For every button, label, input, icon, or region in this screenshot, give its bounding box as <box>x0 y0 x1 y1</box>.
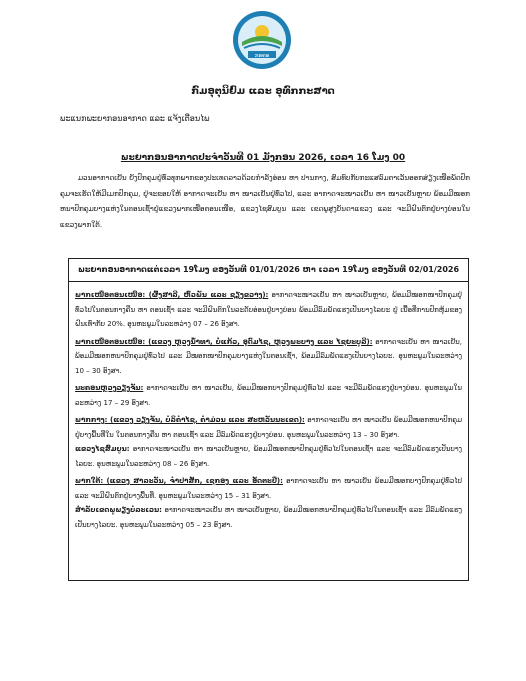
region-north-west <box>75 335 462 379</box>
department-title: ກົມອຸຕຸນິຍົມ ແລະ ອຸທົກກະສາດ <box>191 86 335 97</box>
subregion-text: ອາກາດຈະໜາວເຢັນ ຫາ ໜາວເຢັນຫຼາຍ, ພ້ອມມີໝອກຫນາປົກຄຸມຢູ່ທົ່ວໄປໃນຕອນເຊົ້າ ແລະ ມີລົມພັດແຮງເປັນບາງໄລຍະ. ອຸນຫະພູມໃນລະຫວ່າງ 05 – 23 ອົງສາ. <box>75 506 462 529</box>
region-central <box>75 413 462 471</box>
region-name: ພາກເໜືອຕອນເໜືອ: (ແຂວງ ຫຼວງນ້ຳທາ, ບໍ່ແກ້ວ, ອຸດົມໄຊ, ຫຼວງພະບາງ ແລະ ໄຊຍະບູລີ): <box>75 337 373 346</box>
region-text: ອາກາດຈະເຢັນ ຫາ ໜາວເຢັນ, ພ້ອມມີໝອກບາງປົກຄຸມຢູ່ທົ່ວໄປ ແລະ ຈະມີລົມພັດແຮງຢູ່ບາງບ່ອນ. ອຸນຫະພູມໃນລະຫວ່າງ 17 – 29 ອົງສາ. <box>75 384 462 407</box>
forecast-box <box>68 258 469 581</box>
forecast-body <box>69 282 468 532</box>
region-north-east <box>75 288 462 332</box>
subregion-text: ອາກາດຈະໜາວເຢັນ ຫາ ໜາວເຢັນຫຼາຍ, ພ້ອມມີໝອກໜາປົກຄຸມຢູ່ທົ່ວໄປໃນຕອນເຊົ້າ ແລະ ຈະມີລົມພັດແຮງເປັນບາງໄລຍະ. ອຸນຫະພູມໃນລະຫວ່າງ 08 – 26 ອົງສາ. <box>75 445 462 468</box>
subregion-name: ແຂວງໄຊສົມບູນ: <box>75 445 130 453</box>
bulletin-intro: ມວນອາກາດເຢັນ ຍັງປົກຄຸມຢູ່ທົ່ວທຸກພາກຂອງປະເທດລາວດ້ວຍກຳລັງອ່ອນ ຫາ ປານກາງ, ສົມທົບກັບກະແສລົມຕາເວັນອອກສ່ຽງເໜືອພັດປົກຄຸມຈະເຮັດໃຫ້ມີເມກປົກຄຸມ, ຢູ່ຈະຂອບໃຫ້ ອາກາດຈະເຢັນ ຫາ ໜາວເຢັນຢູ່ທົ່ວໄປ, ແລະ ອາກາດຈະໜາວເຢັນ ຫາ ໜາວເຢັນຫຼາຍ ພ້ອມມີໝອກຫນາປົກຄຸມບາງແຫ່ງໃນຕອນເຊົ້າຢູ່ແຂວງພາກເໜືອຕອນເໜືອ, ແຂວງໄຊສົມບູນ ແລະ ເຂດພູສູງບັນດາແຂວງ ແລະ ຈະມີຝົນຕົກຢູ່ບາງບ່ອນໃນແຂວງພາກໃຕ້. <box>60 173 470 229</box>
logo-text: ກອຄອ <box>254 53 270 59</box>
region-name: ນະຄອນຫຼວງວຽງຈັນ: <box>75 384 144 392</box>
region-name: ພາກເໜືອຕອນເໜືອ: (ຜົ້ງສາລີ, ຫົວພັນ ແລະ ຊຽງຂວາງ): <box>75 291 269 299</box>
department-logo <box>232 10 292 70</box>
region-text: ອາກາດຈະເຢັນ ຫາ ໜາວເຢັນ, ພ້ອມມີໝອກຫນາປົກຄຸມຢູ່ທົ່ວໄປ ແລະ ມີໝອກໜາປົກຄຸມບາງແຫ່ງໃນຕອນເຊົ້າ, ພ້ອມມີລົມພັດແຮງເປັນບາງໄລຍະ. ອຸນຫະພູມໃນລະຫວ່າງ 10 – 30 ອົງສາ. <box>75 337 462 375</box>
forecast-period: ພະຍາກອນອາກາດແຕ່ເວລາ 19ໂມງ ຂອງວັນທີ 01/01/2026 ຫາ ເວລາ 19ໂມງ ຂອງວັນທີ 02/01/2026 <box>69 259 468 282</box>
region-name: ພາກກາງ: (ແຂວງ ວຽງຈັນ, ບໍລິຄຳໄຊ, ຄຳມ່ວນ ແລະ ສະຫວັນນະເຂດ): <box>75 416 305 424</box>
subregion-name: ສຳລັບເຂດພູພຽງບໍລະເວນ: <box>75 506 162 514</box>
region-text: ອາກາດຈະເຢັນ ຫາ ໜາວເຢັນ ພ້ອມມີໝອກຫນາປົກຄຸມຢູ່ບາງພື້ນທີ່ໃນ ໃນຕອນກາງຄືນ ຫາ ຕອນເຊົ້າ ແລະ ມີລົມພັດແຮງຢູ່ບາງບ່ອນ. ອຸນຫະພູມໃນລະຫວ່າງ 13 – 30 ອົງສາ. <box>75 416 462 439</box>
region-text: ອາກາດຈະໜາວເຢັນ ຫາ ໜາວເຢັນຫຼາຍ, ພ້ອມມີໝອກໜາປົກຄຸມຢູ່ທົ່ວໄປໃນຕອນກາງຄືນ ຫາ ຕອນເຊົ້າ ແລະ ຈະມີຝົນຕົກໃນລະດັບອ່ອນຢູ່ບາງບ່ອນ ພ້ອມມີລົມພັດແຮງເປັນບາງໄລຍະ ຢູ່ ເນື້ອທີ່ການປົກຫຸ້ມຂອງຝົນເທົ່າກັບ 20%. ອຸນຫະພູມໃນລະຫວ່າງ 07 – 26 ອົງສາ. <box>75 291 462 328</box>
region-text: ອາກາດຈະເຢັນ ຫາ ໜາວເຢັນ ພ້ອມມີໝອກບາງປົກຄຸມຢູ່ທົ່ວໄປແລະ ຈະມີຝົນຕົກຢູ່ບາງພື້ນທີ່. ອຸນຫະພູມໃນລະຫວ່າງ 15 – 31 ອົງສາ. <box>75 477 462 500</box>
bulletin-title: ພະຍາກອນອາກາດປະຈຳວັນທີ 01 ມັງກອນ 2026, ເວລາ 16 ໂມງ 00 <box>120 153 406 163</box>
region-vientiane-capital <box>75 381 462 410</box>
region-south <box>75 474 462 532</box>
division-name: ພະແນກພະຍາກອນອາກາດ ແລະ ແຈ້ງເຕືອນໄພ <box>60 114 210 123</box>
region-name: ພາກໃຕ້: (ແຂວງ ສາລະວັນ, ຈຳປາສັກ, ເຊກອງ ແລະ ອັດຕະປື): <box>75 477 283 485</box>
